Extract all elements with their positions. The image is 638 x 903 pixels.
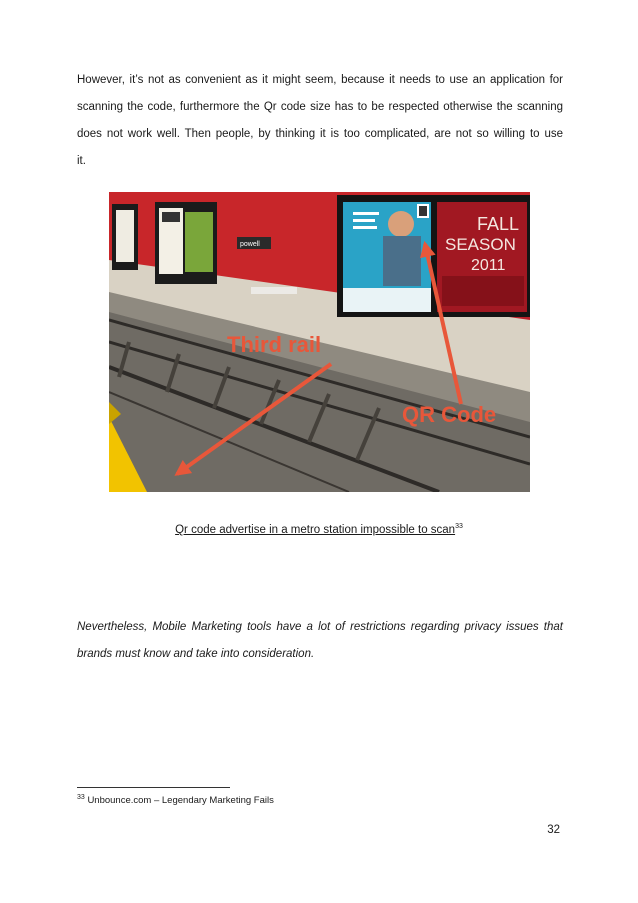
figure-caption xyxy=(0,523,638,536)
qr-code-label: QR Code xyxy=(402,402,497,427)
paragraph-privacy xyxy=(77,614,563,668)
station-sign: powell xyxy=(240,241,260,248)
third-rail-label: Third rail xyxy=(227,332,322,357)
text-line: does not work well. Then people, by thinking it is too complicated, are not so willing to use xyxy=(77,128,563,140)
footnote-text: Unbounce.com – Legendary Marketing Fails xyxy=(87,795,274,807)
metro-station-photo xyxy=(109,192,530,492)
caption-footnote-ref: 33 xyxy=(455,523,463,530)
footnote-number: 33 xyxy=(77,794,85,801)
paragraph-qr-inconvenience xyxy=(77,67,563,175)
text-line: it. xyxy=(77,155,86,167)
footnote xyxy=(77,794,274,806)
poster-year-text: 2011 xyxy=(471,257,506,274)
text-line: Nevertheless, Mobile Marketing tools have a lot of restrictions regarding privacy issues that xyxy=(77,621,563,633)
caption-text: Qr code advertise in a metro station impossible to scan xyxy=(175,523,456,536)
text-line: However, it’s not as convenient as it might seem, because it needs to use an application for xyxy=(77,74,563,86)
text-line: brands must know and take into consideration. xyxy=(77,648,315,660)
footnote-divider xyxy=(77,787,230,788)
page-number: 32 xyxy=(547,824,560,836)
poster-fall-text: FALL xyxy=(477,214,520,234)
text-line: scanning the code, furthermore the Qr code size has to be respected otherwise the scanning xyxy=(77,101,563,113)
poster-season-text: SEASON xyxy=(445,235,516,254)
